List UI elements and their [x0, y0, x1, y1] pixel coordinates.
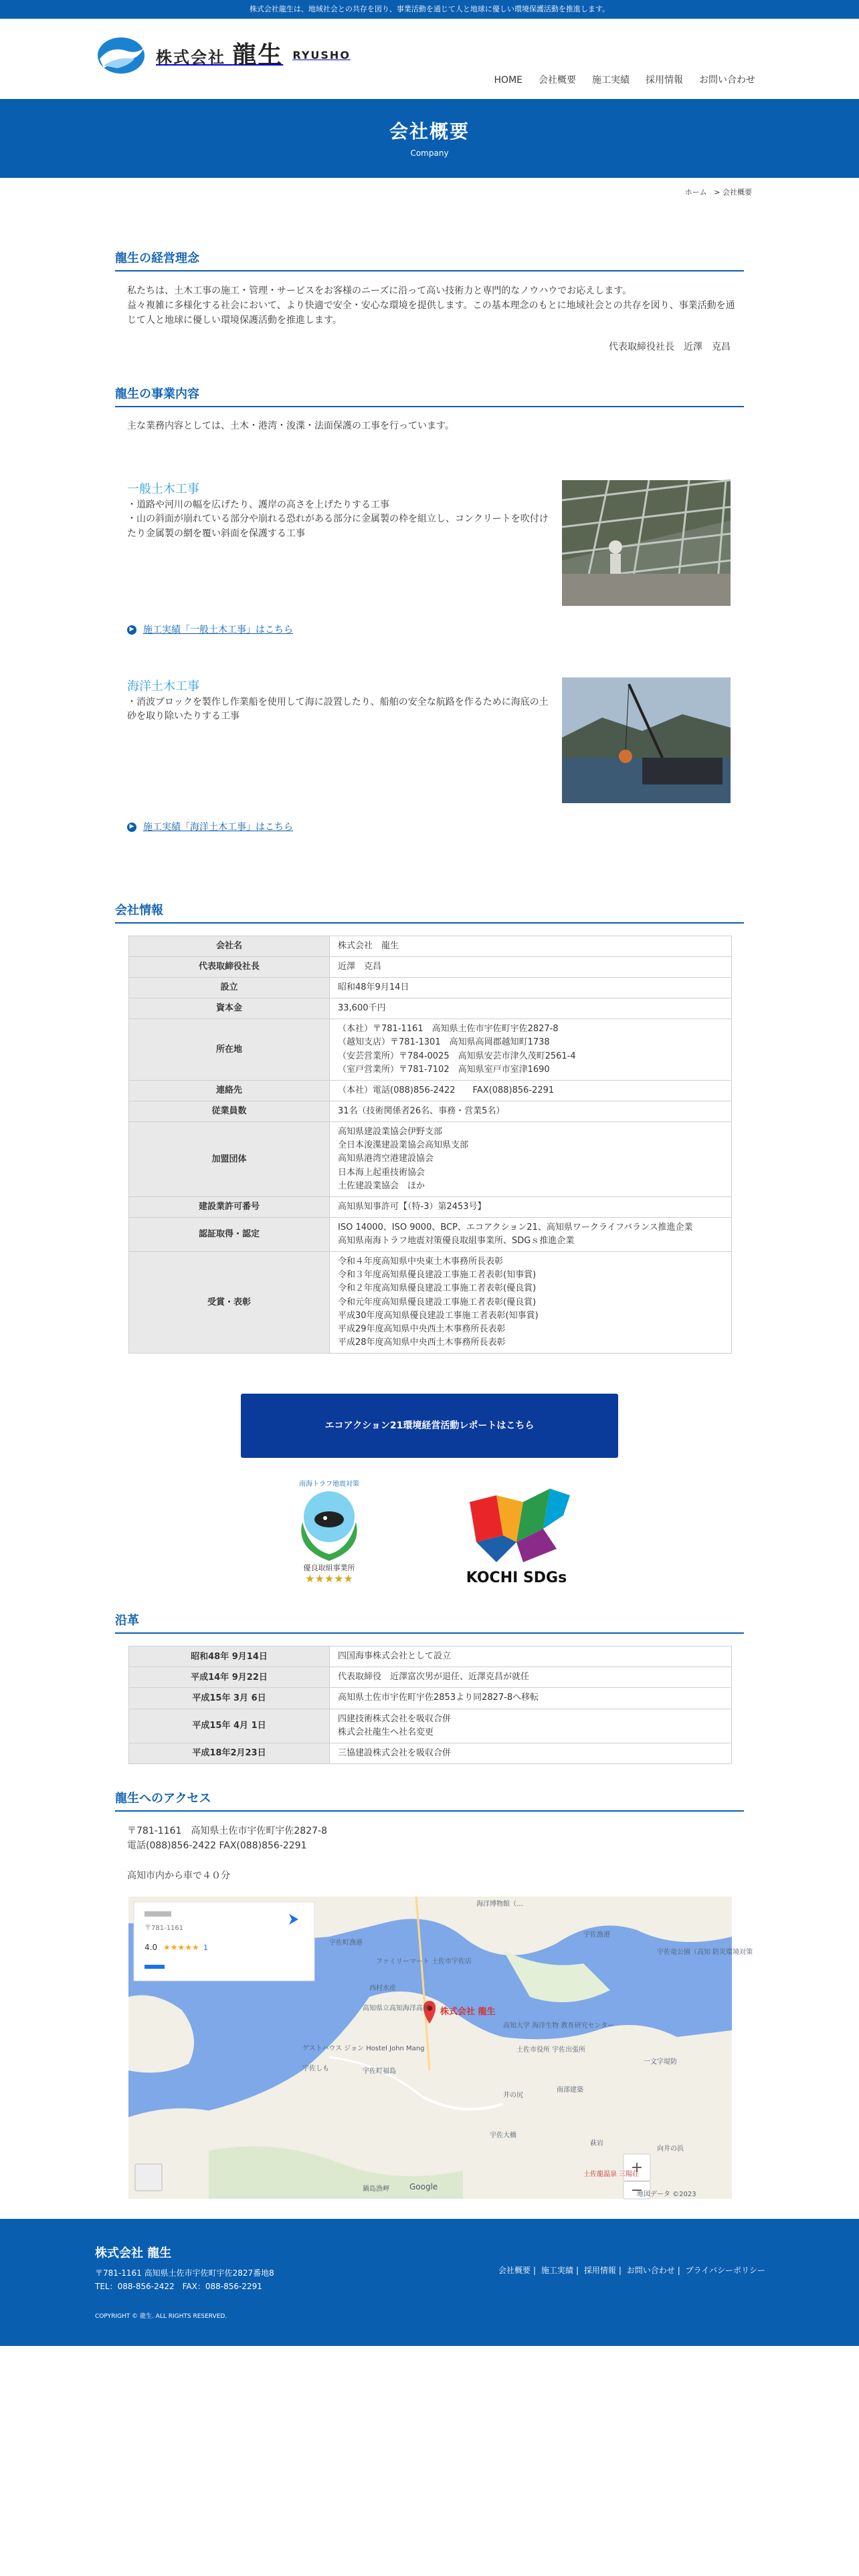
row-value: [330, 1646, 732, 1667]
map-label: 井の尻: [503, 2092, 523, 2100]
nav-contact[interactable]: お問い合わせ: [699, 75, 755, 86]
table-row: [129, 1709, 732, 1743]
map-canvas: [128, 1897, 753, 2199]
footer-nav-contact[interactable]: お問い合わせ: [626, 2266, 675, 2275]
row-value: [330, 1019, 732, 1081]
marine-work-photo: [562, 677, 731, 803]
footer-nav-company[interactable]: 会社概要: [498, 2266, 531, 2275]
business-item-title: 一般土木工事: [127, 481, 199, 496]
map-label: ゲストハウス ジョン Hostel John Mang: [302, 2045, 425, 2053]
access-tel: 電話(088)856-2422 FAX(088)856-2291: [127, 1840, 307, 1852]
philosophy-text-2: 益々複雑に多様化する社会において、より快適で安全・安心な環境を提供します。この基本理念のもとに地域社会との共存を図り、事業活動を通じて人と地球に優しい環境保護活動を推進します。: [127, 300, 735, 326]
row-value-line: 令和元年度高知県優良建設工事施工者表彰(優良賞): [338, 1297, 537, 1307]
row-value-line: 令和４年度高知県中央東土木事務所長表彰: [338, 1257, 504, 1267]
civil-work-photo: [562, 480, 731, 606]
logo-prefix: 株式会社: [156, 48, 225, 67]
global-nav: [494, 74, 755, 88]
row-value-line: （安芸営業所）〒784-0025 高知県安芸市津久茂町2561-4: [338, 1051, 576, 1061]
row-label: 昭和48年 9月14日: [129, 1646, 330, 1667]
page-hero: [0, 99, 859, 178]
footer-company-name: 株式会社 龍生: [95, 2246, 172, 2260]
map-label: 地図データ ©2023: [637, 2191, 696, 2199]
row-value-line: 令和２年度高知県優良建設工事施工者表彰(優良賞): [338, 1283, 537, 1294]
business-item-title: 海洋土木工事: [127, 679, 199, 693]
map-label: 宇佐町漁港: [329, 1939, 363, 1947]
row-value: [330, 1688, 732, 1709]
row-value-line: 日本海上起重技術協会: [338, 1167, 425, 1178]
row-label: 代表取締役社長: [129, 956, 330, 977]
row-value-line: 代表取締役 近澤富次男が退任、近澤克昌が就任: [338, 1672, 530, 1683]
row-value-line: 平成28年度高知県中央西土木事務所長表彰: [338, 1337, 506, 1348]
page-subtitle: Company: [410, 148, 449, 158]
sdgs-badge-text: KOCHI SDGs: [466, 1570, 567, 1587]
table-row: [129, 936, 732, 956]
footer-nav-privacy[interactable]: プライバシーポリシー: [685, 2266, 765, 2275]
row-value-line: 高知県土佐市宇佐町宇佐2853より同2827-8へ移転: [338, 1693, 539, 1703]
table-row: [129, 956, 732, 977]
map-label: 宇佐町福島: [363, 2068, 396, 2076]
nav-works[interactable]: 施工実績: [592, 75, 630, 86]
dragon-logo-icon: [97, 36, 145, 75]
row-value-line: ISO 14000、ISO 9000、BCP、エコアクション21、高知県ワークライフバランス推進企業: [338, 1222, 693, 1232]
row-label: 加盟団体: [129, 1122, 330, 1197]
google-map[interactable]: [128, 1897, 753, 2199]
svg-text:−: −: [630, 2182, 644, 2199]
svg-text:★★★★★: ★★★★★: [305, 1572, 353, 1586]
marine-works-link[interactable]: [127, 821, 744, 835]
footer-tel: TEL：088-856-2422 FAX：088-856-2291: [95, 2282, 262, 2292]
row-value-line: 高知県港湾空港建設協会: [338, 1154, 434, 1164]
company-info-table: [128, 936, 732, 1354]
footer-nav-works[interactable]: 施工実績: [541, 2266, 573, 2275]
map-label: 向井の浜: [657, 2145, 684, 2153]
history-heading: 沿革: [115, 1612, 744, 1634]
announcement-text: 株式会社龍生は、地域社会との共存を図り、事業活動を通じて人と地球に優しい環境保護活動を推進します。: [249, 5, 610, 13]
row-value: [330, 1101, 732, 1121]
row-label: 連絡先: [129, 1080, 330, 1101]
map-label: 宇佐竜公園（高知 防災環境対策: [657, 1949, 753, 1957]
map-label: 南部建築: [557, 2086, 583, 2095]
svg-text:★★★★★: ★★★★★: [163, 1943, 199, 1953]
row-value: [330, 1743, 732, 1763]
map-label: 宇佐しも: [302, 2065, 329, 2073]
access-address: 〒781-1161 高知県土佐市宇佐町宇佐2827-8: [127, 1826, 327, 1837]
access-directions: 高知市内から車で４０分: [127, 1870, 230, 1881]
business-section: [115, 385, 744, 835]
row-value-line: 31名（技術関係者26名、事務・営業5名）: [338, 1105, 505, 1116]
business-item-desc: ・道路や河川の幅を広げたり、護岸の高さを上げたりする工事: [127, 499, 389, 510]
row-value-line: 三協建設株式会社を吸収合併: [338, 1747, 452, 1758]
table-row: [129, 1646, 732, 1667]
access-heading: 龍生へのアクセス: [115, 1790, 744, 1812]
table-row: [129, 1217, 732, 1251]
row-value-line: 平成29年度高知県中央西土木事務所長表彰: [338, 1323, 506, 1334]
top-announcement-bar: [0, 0, 859, 19]
row-label: 設立: [129, 977, 330, 998]
president-signature: 代表取締役社長 近澤 克昌: [609, 341, 731, 352]
business-item-desc: ・消波ブロックを製作し作業船を使用して海に設置したり、船舶の安全な航路を作るために海底の土砂を取り除いたりする工事: [127, 696, 549, 722]
row-value-line: 土佐建設業協会 ほか: [338, 1180, 425, 1191]
table-row: [129, 1101, 732, 1121]
philosophy-section: [115, 249, 744, 354]
table-row: [129, 1688, 732, 1709]
row-value-line: 高知県知事許可【（特-3）第2453号】: [338, 1201, 486, 1212]
eco-action-report-button[interactable]: エコアクション21環境経営活動レポートはこちら: [241, 1394, 618, 1458]
row-label: 建設業許可番号: [129, 1196, 330, 1217]
row-value: [330, 1252, 732, 1354]
map-label: 萩岩: [590, 2140, 603, 2148]
row-value-line: 株式会社龍生へ社名変更: [338, 1727, 434, 1737]
map-label: 一文字堤防: [644, 2058, 677, 2066]
site-logo-link[interactable]: [97, 36, 351, 75]
map-label: 土佐市役所 宇佐出張所: [516, 2046, 586, 2054]
row-value: [330, 1122, 732, 1197]
table-row: [129, 1019, 732, 1081]
nav-home[interactable]: HOME: [494, 75, 522, 86]
row-label: 所在地: [129, 1019, 330, 1081]
company-info-section: [115, 901, 744, 1590]
row-label: 受賞・表彰: [129, 1252, 330, 1354]
page-title: 会社概要: [389, 120, 470, 142]
row-value-line: 四建技術株式会社を吸収合併: [338, 1713, 452, 1724]
business-item-civil: [115, 480, 744, 607]
footer-address: 〒781-1161 高知県土佐市宇佐町宇佐2827番地8: [95, 2268, 274, 2278]
business-item-marine: [115, 677, 744, 804]
row-label: 資本金: [129, 998, 330, 1019]
logo-company-name: [156, 37, 283, 74]
map-card-review-count: 1: [203, 1943, 208, 1953]
row-value: [330, 977, 732, 998]
footer-nav: 会社概要 | 施工実績 | 採用情報 | お問い合わせ | プライバシーポリシー: [498, 2266, 765, 2275]
site-header: [0, 19, 859, 99]
row-label: 平成15年 3月 6日: [129, 1688, 330, 1709]
row-value-line: 33,600千円: [338, 1003, 386, 1014]
row-value: [330, 998, 732, 1019]
map-label: 土佐龍温泉 三陽荘: [583, 2171, 640, 2179]
access-section: [115, 1790, 753, 2199]
row-value: [330, 1080, 732, 1101]
civil-works-link[interactable]: [127, 623, 744, 637]
row-value-line: 株式会社 龍生: [338, 940, 399, 951]
row-value: [330, 1217, 732, 1251]
row-value-line: （越知支店）〒781-1301 高知県高岡郡越知町1738: [338, 1037, 550, 1048]
philosophy-heading: 龍生の経営理念: [115, 249, 744, 272]
map-label: ファミリーマート 土佐市宇佐店: [376, 1958, 472, 1966]
svg-text:+: +: [630, 2159, 644, 2177]
business-item-desc: ・山の斜面が崩れている部分や崩れる恐れがある部分に金属製の枠を組立し、コンクリートを吹付けたり金属製の網を覆い斜面を保護する工事: [127, 514, 549, 540]
table-row: [129, 1667, 732, 1688]
history-section: [115, 1612, 744, 1764]
row-label: 平成18年2月23日: [129, 1743, 330, 1763]
civil-works-link-text: 施工実績「一般土木工事」はこちら: [143, 624, 293, 635]
table-row: [129, 1080, 732, 1101]
row-value: [330, 936, 732, 956]
row-value-line: 近澤 克昌: [338, 961, 382, 972]
table-row: [129, 1252, 732, 1354]
badge1-top-text: 南海トラフ地震対策: [299, 1481, 359, 1489]
table-row: [129, 977, 732, 998]
row-value-line: （室戸営業所）〒781-7102 高知県室戸市室津1690: [338, 1064, 550, 1075]
nav-recruit[interactable]: 採用情報: [646, 75, 683, 86]
table-row: [129, 1122, 732, 1197]
history-table: [128, 1646, 732, 1764]
row-value-line: 高知県南海トラフ地震対策優良取組事業所、SDGｓ推進企業: [338, 1236, 575, 1247]
earthquake-countermeasure-badge: [282, 1475, 376, 1589]
kochi-sdgs-badge: [456, 1475, 577, 1589]
nav-company[interactable]: 会社概要: [539, 75, 576, 86]
map-label: 宇佐漁港: [583, 1931, 610, 1939]
logo-english: RYUSHO: [292, 49, 351, 62]
row-value-line: （本社）電話(088)856-2422 FAX(088)856-2291: [338, 1085, 555, 1095]
table-row: [129, 998, 732, 1019]
breadcrumb: [0, 187, 859, 199]
footer-nav-recruit[interactable]: 採用情報: [583, 2266, 616, 2275]
map-label: 宇佐大橋: [490, 2132, 516, 2140]
map-card-rating: 4.0: [145, 1943, 158, 1953]
breadcrumb-separator: >: [714, 188, 721, 197]
row-label: 会社名: [129, 936, 330, 956]
map-label: Google: [409, 2182, 438, 2192]
row-value: [330, 1667, 732, 1688]
site-footer: [0, 2219, 859, 2346]
table-row: [129, 1196, 732, 1217]
arrow-right-icon: ▶: [127, 625, 136, 635]
table-row: [129, 1743, 732, 1763]
breadcrumb-current: 会社概要: [723, 188, 752, 197]
map-label: 海洋博物館（…: [476, 1901, 523, 1909]
row-value-line: （本社）〒781-1161 高知県土佐市宇佐町宇佐2827-8: [338, 1024, 559, 1035]
certification-badges: [115, 1475, 744, 1589]
row-value-line: 全日本浚渫建設業協会高知県支部: [338, 1140, 469, 1151]
marine-works-link-text: 施工実績「海洋土木工事」はこちら: [143, 821, 293, 833]
philosophy-text-1: 私たちは、土木工事の施工・管理・サービスをお客様のニーズに沿って高い技術力と専門的なノウハウでお応えします。: [127, 285, 632, 296]
map-label: 高知大学 海洋生物 教育研究センター: [503, 2022, 614, 2030]
business-intro: 主な業務内容としては、土木・港湾・浚渫・法面保護の工事を行っています。: [127, 420, 454, 431]
row-value: [330, 1709, 732, 1743]
row-value: [330, 1196, 732, 1217]
row-label: 認証取得・認定: [129, 1217, 330, 1251]
row-label: 従業員数: [129, 1101, 330, 1121]
map-label: 鍋島漁岬: [363, 2185, 389, 2193]
row-value-line: 四国海事株式会社として設立: [338, 1651, 452, 1662]
map-pin-label: 株式会社 龍生: [440, 2007, 496, 2018]
map-label: 高知県立高知海洋高校: [363, 2005, 430, 2013]
company-info-heading: 会社情報: [115, 901, 744, 924]
map-card-postal: 〒781-1161: [145, 1925, 184, 1933]
map-label: 西村水産: [369, 1985, 396, 1993]
logo-main: 龍生: [232, 41, 284, 69]
row-label: 平成14年 9月22日: [129, 1667, 330, 1688]
row-value-line: 高知県建設業協会伊野支部: [338, 1127, 443, 1138]
row-label: 平成15年 4月 1日: [129, 1709, 330, 1743]
arrow-right-icon: ▶: [127, 823, 136, 832]
footer-copyright: COPYRIGHT © 龍生. ALL RIGHTS RESERVED.: [95, 2313, 227, 2320]
row-value-line: 令和３年度高知県優良建設工事施工者表彰(知事賞): [338, 1270, 537, 1281]
row-value-line: 昭和48年9月14日: [338, 982, 409, 992]
business-heading: 龍生の事業内容: [115, 385, 744, 407]
badge1-caption: 優良取組事業所: [303, 1564, 355, 1573]
row-value: [330, 956, 732, 977]
row-value-line: 平成30年度高知県優良建設工事施工者表彰(知事賞): [338, 1310, 539, 1321]
breadcrumb-home[interactable]: ホーム: [684, 188, 707, 197]
